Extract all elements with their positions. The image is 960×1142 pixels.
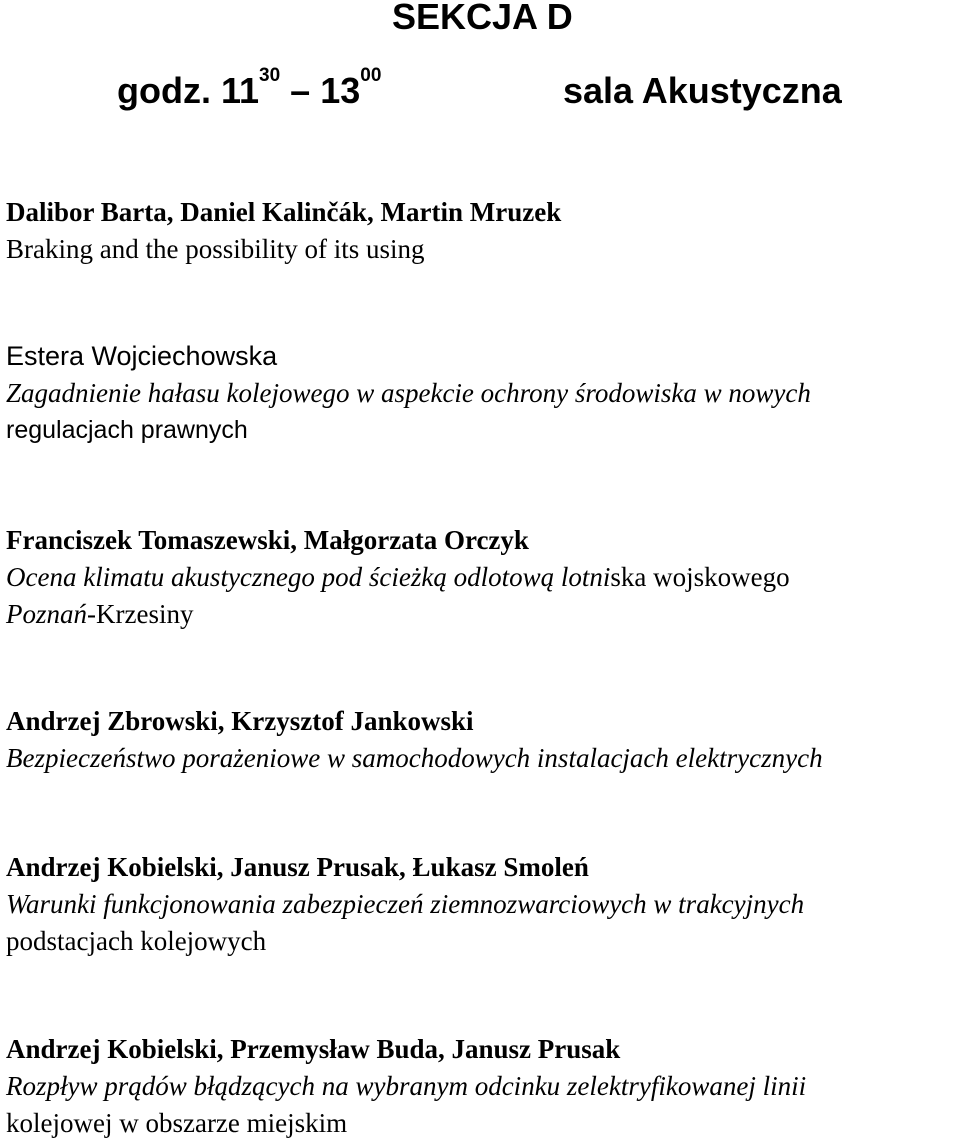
entry-authors: Estera Wojciechowska: [6, 341, 278, 371]
entry-title: [6, 886, 804, 923]
time-start-minutes: 30: [259, 65, 281, 86]
entry-title-line: Zagadnienie hałasu kolejowego w aspekcie ochrony środowiska w nowych: [6, 378, 811, 408]
entry-title-line: podstacjach kolejowych: [6, 926, 267, 956]
time-end-minutes: 00: [360, 65, 382, 86]
presentation-entry: [6, 194, 561, 268]
presentation-entry: [6, 849, 804, 960]
entry-title-line: Bezpieczeństwo porażeniowe w samochodowych instalacjach elektrycznych: [6, 743, 823, 773]
entry-title-line: Rozpływ prądów błądzących na wybranym odcinku zelektryfikowanej linii: [6, 1071, 807, 1101]
presentation-entry: [6, 703, 823, 777]
entry-title-plain: ska wojskowego: [610, 562, 790, 592]
entry-title-plain: -Krzesiny: [87, 599, 194, 629]
entry-title-line: [6, 596, 790, 633]
entry-title-italic: Ocena klimatu akustycznego pod ścieżką odlotową lotni: [6, 562, 611, 592]
entry-title: [6, 559, 790, 596]
presentation-entry: [6, 522, 790, 633]
session-time: [117, 65, 382, 112]
entry-authors: Andrzej Kobielski, Janusz Prusak, Łukasz Smoleń: [6, 852, 589, 882]
section-title: SEKCJA D: [392, 0, 573, 37]
entry-title: [6, 740, 823, 777]
entry-authors: Franciszek Tomaszewski, Małgorzata Orczyk: [6, 525, 529, 555]
presentation-entry: [6, 338, 811, 449]
entry-title-line: kolejowej w obszarze miejskim: [6, 1108, 348, 1138]
entry-authors: Dalibor Barta, Daniel Kalinčák, Martin Mruzek: [6, 197, 562, 227]
room-name: sala Akustyczna: [563, 70, 842, 111]
time-start-hour: godz. 11: [117, 70, 260, 111]
presentation-entry: [6, 1031, 806, 1142]
entry-title: [6, 375, 811, 412]
entry-title: [6, 1068, 806, 1105]
entry-title-italic: Poznań: [6, 599, 87, 629]
entry-authors: Andrzej Kobielski, Przemysław Buda, Janusz Prusak: [6, 1034, 621, 1064]
entry-title: Braking and the possibility of its using: [6, 234, 425, 264]
entry-title-line: Warunki funkcjonowania zabezpieczeń ziemnozwarciowych w trakcyjnych: [6, 889, 805, 919]
entry-title-line: regulacjach prawnych: [6, 416, 248, 444]
time-end-hour: – 13: [280, 70, 361, 111]
entry-authors: Andrzej Zbrowski, Krzysztof Jankowski: [6, 706, 474, 736]
